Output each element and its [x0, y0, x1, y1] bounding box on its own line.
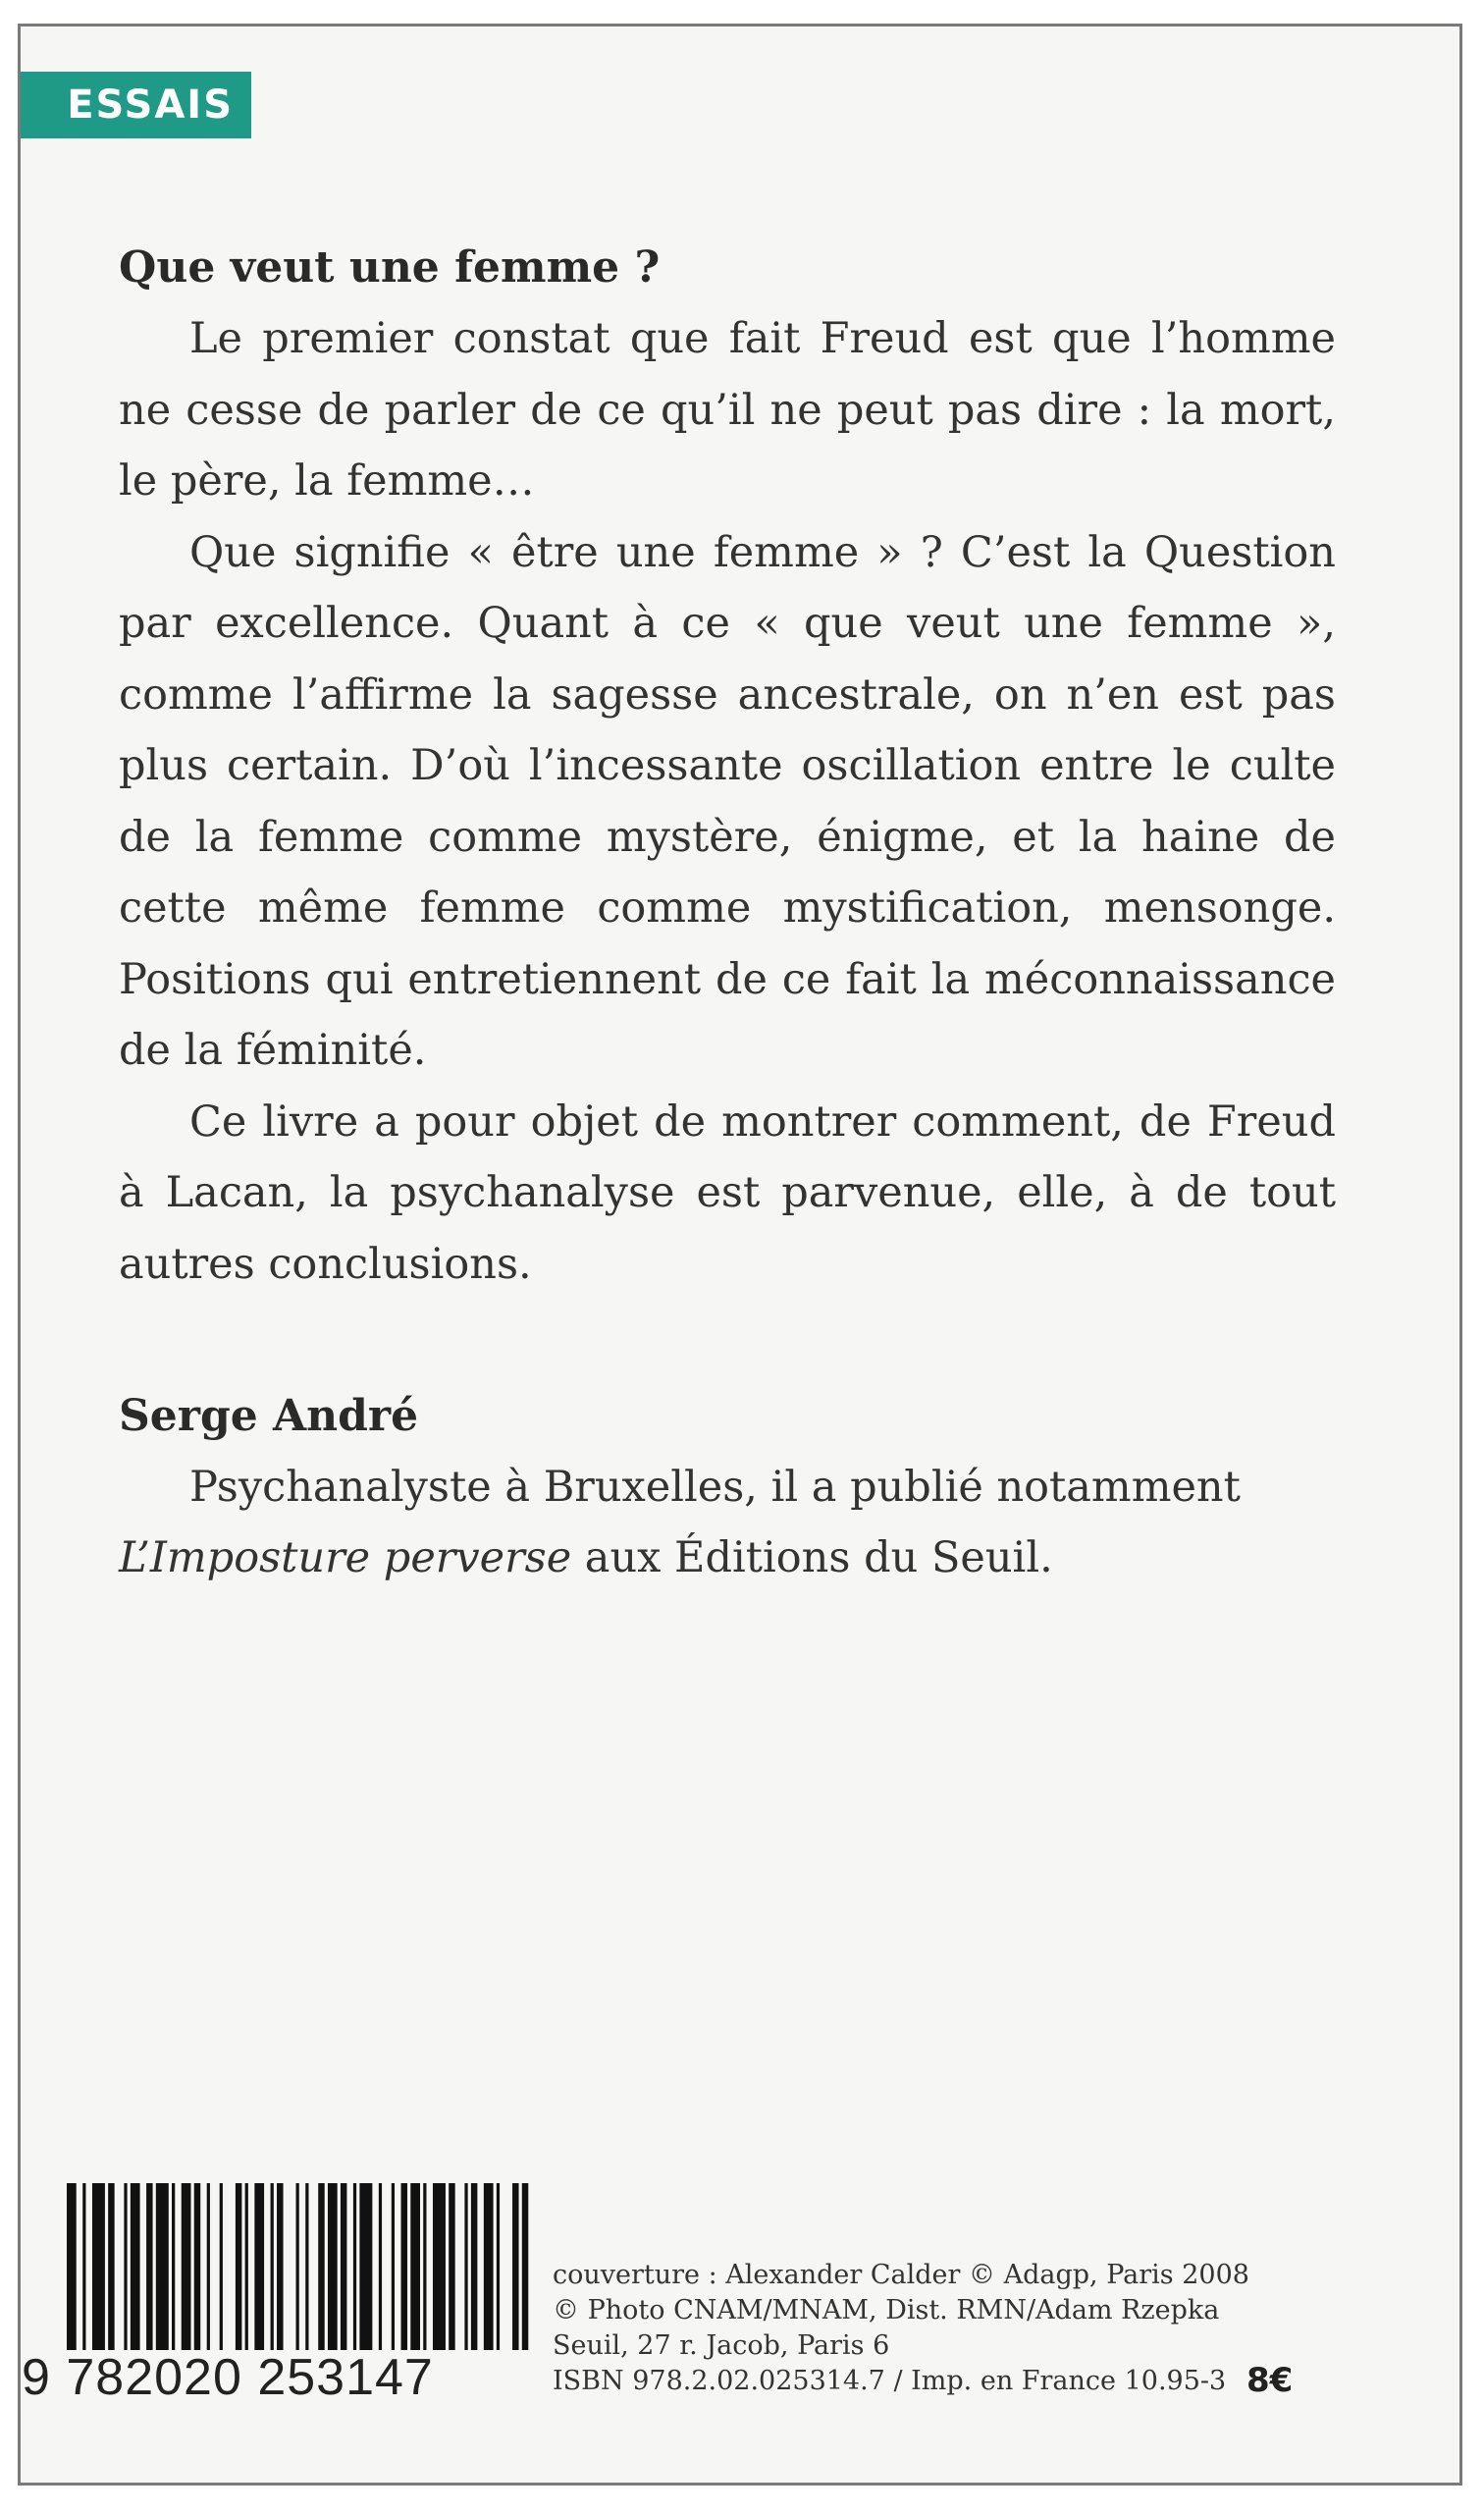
- imprint-block: [553, 2258, 1298, 2399]
- barcode-bar: [236, 2183, 241, 2350]
- barcode-bar: [401, 2183, 407, 2350]
- barcode-bar: [296, 2183, 299, 2350]
- barcode-bar: [464, 2183, 467, 2350]
- price: 8€: [1246, 2361, 1294, 2400]
- barcode-bar: [497, 2183, 500, 2350]
- barcode-bar: [207, 2183, 210, 2350]
- barcode-bar: [353, 2183, 356, 2350]
- barcode-bar: [305, 2183, 308, 2350]
- barcode-bar: [108, 2183, 114, 2350]
- isbn-line: ISBN 978.2.02.025314.7 / Imp. en France 10.95-3: [553, 2366, 1227, 2396]
- barcode-bar: [194, 2183, 200, 2350]
- author-bio-title: L’Imposture perverse: [119, 1533, 572, 1582]
- barcode-bar: [124, 2183, 127, 2350]
- barcode-bar: [146, 2183, 152, 2350]
- barcode-bar: [67, 2183, 77, 2350]
- barcode-bar: [131, 2183, 140, 2350]
- barcode-bar: [392, 2183, 395, 2350]
- author-bio-suffix: aux Éditions du Seuil.: [571, 1533, 1053, 1582]
- barcode-bar: [92, 2183, 105, 2350]
- barcode-bar: [254, 2183, 264, 2350]
- barcode-bar: [423, 2183, 426, 2350]
- barcode-bar: [484, 2183, 494, 2350]
- author-bio-prefix: Psychanalyste à Bruxelles, il a publié notamment: [189, 1463, 1241, 1512]
- barcode-bar: [156, 2183, 169, 2350]
- blurb-paragraph-3: Ce livre a pour objet de montrer comment, de Freud à Lacan, la psychanalyse est parvenue, elle, à de tout autres conclusions.: [119, 1096, 1336, 1289]
- book-back-cover: [18, 24, 1462, 2486]
- blurb-heading: Que veut une femme ?: [119, 242, 661, 293]
- author-bio: [119, 1452, 1336, 1593]
- publisher-address: Seuil, 27 r. Jacob, Paris 6: [553, 2330, 890, 2361]
- isbn-barcode: [67, 2183, 538, 2350]
- barcode-bar: [277, 2183, 283, 2350]
- barcode-bar: [512, 2183, 518, 2350]
- blurb-paragraph-2: Que signifie « être une femme » ? C’est la Question par excellence. Quant à ce « que veut une femme », comme l’affirme la sagesse ancestrale, on n’en est pas plus certain. D’où l’incessante oscillation entre le culte de la femme comme mystère, énigme, et la haine de cette même femme comme mystification, mensonge. Positions qui entretiennent de ce fait la méconnaissance de la féminité.: [119, 527, 1336, 1075]
- barcode-bar: [359, 2183, 372, 2350]
- barcode-bar: [379, 2183, 382, 2350]
- barcode-bar: [341, 2183, 346, 2350]
- barcode-bar: [82, 2183, 85, 2350]
- barcode-bar: [328, 2183, 338, 2350]
- author-name: Serge André: [119, 1391, 419, 1441]
- cover-credit: couverture : Alexander Calder © Adagp, Paris 2008: [553, 2260, 1249, 2290]
- barcode-bar: [433, 2183, 446, 2350]
- barcode-bar: [471, 2183, 477, 2350]
- author-section: [119, 1381, 1336, 1593]
- barcode-bar: [172, 2183, 175, 2350]
- barcode-bar: [410, 2183, 420, 2350]
- barcode-bar: [245, 2183, 248, 2350]
- collection-badge: ESSAIS: [21, 72, 251, 138]
- barcode-bar: [449, 2183, 454, 2350]
- barcode-bar: [318, 2183, 324, 2350]
- barcode-bar: [271, 2183, 274, 2350]
- photo-credit: © Photo CNAM/MNAM, Dist. RMN/Adam Rzepka: [553, 2295, 1220, 2326]
- barcode-bar: [522, 2183, 528, 2350]
- barcode-digits: 9 782020 253147: [22, 2349, 434, 2406]
- barcode-bar: [182, 2183, 191, 2350]
- blurb-paragraph-1: Le premier constat que fait Freud est que l’homme ne cesse de parler de ce qu’il ne peut pas dire : la mort, le père, la femme…: [119, 314, 1336, 506]
- barcode-bar: [220, 2183, 223, 2350]
- blurb-section: [119, 233, 1336, 1300]
